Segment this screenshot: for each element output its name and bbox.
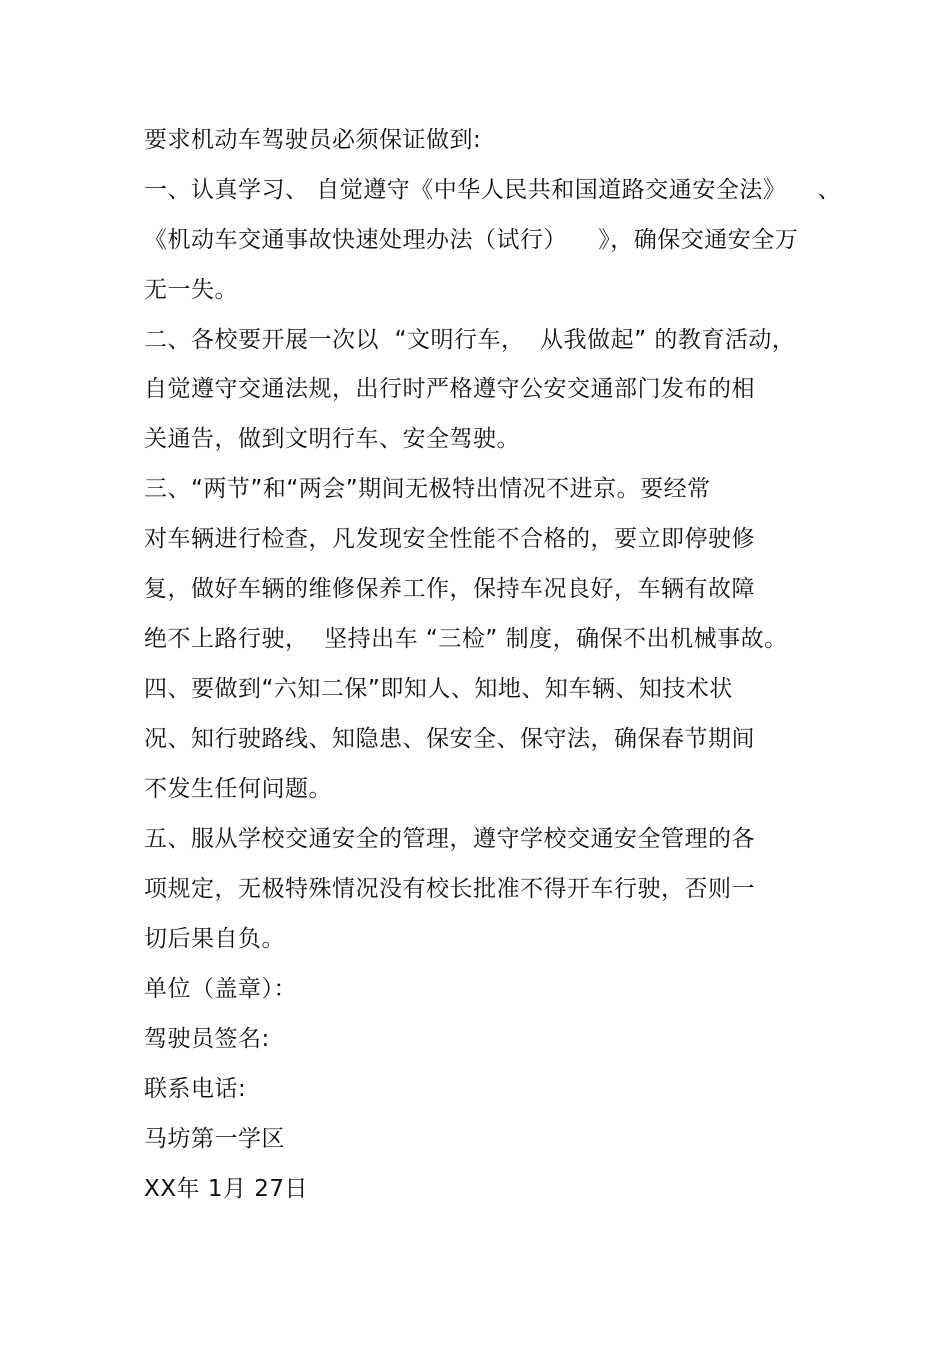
- unit-seal-label: 单位（盖章）：: [144, 976, 297, 1002]
- item-4-line-2: 况、知行驶路线、知隐患、保安全、保守法，确保春节期间: [144, 726, 755, 752]
- intro-line: 要求机动车驾驶员必须保证做到:: [144, 127, 482, 153]
- item-3-line-1: 三、“两节”和“两会”期间无极特出情况不进京。要经常: [144, 476, 711, 502]
- item-5-line-1: 五、服从学校交通安全的管理，遵守学校交通安全管理的各: [144, 826, 755, 852]
- item-4-line-1: 四、要做到“六知二保”即知人、知地、知车辆、知技术状: [144, 676, 733, 702]
- item-1-line-3: 无一失。: [144, 277, 238, 303]
- item-2-line-2: 自觉遵守交通法规，出行时严格遵守公安交通部门发布的相: [144, 376, 755, 402]
- item-5-line-2: 项规定，无极特殊情况没有校长批准不得开车行驶，否则一: [144, 876, 755, 902]
- item-4-line-3: 不发生任何问题。: [144, 776, 332, 802]
- item-2-line-3: 关通告，做到文明行车、安全驾驶。: [144, 426, 520, 452]
- item-2-line-1: 二、各校要开展一次以 “文明行车， 从我做起” 的教育活动，: [144, 327, 796, 353]
- item-3-line-4: 绝不上路行驶， 坚持出车 “三检” 制度，确保不出机械事故。: [144, 626, 788, 652]
- item-3-line-3: 复，做好车辆的维修保养工作，保持车况良好，车辆有故障: [144, 576, 755, 602]
- driver-signature-label: 驾驶员签名:: [144, 1026, 270, 1052]
- contact-phone-label: 联系电话:: [144, 1076, 247, 1102]
- item-1-line-1: 一、认真学习、 自觉遵守《中华人民共和国道路交通安全法》 、: [144, 177, 842, 203]
- issuer-name: 马坊第一学区: [144, 1126, 285, 1152]
- item-3-line-2: 对车辆进行检查，凡发现安全性能不合格的，要立即停驶修: [144, 526, 755, 552]
- item-1-line-2: 《机动车交通事故快速处理办法（试行） 》，确保交通安全万: [144, 227, 799, 253]
- item-5-line-3: 切后果自负。: [144, 926, 285, 952]
- issue-date: XX年 1月 27日: [144, 1176, 309, 1202]
